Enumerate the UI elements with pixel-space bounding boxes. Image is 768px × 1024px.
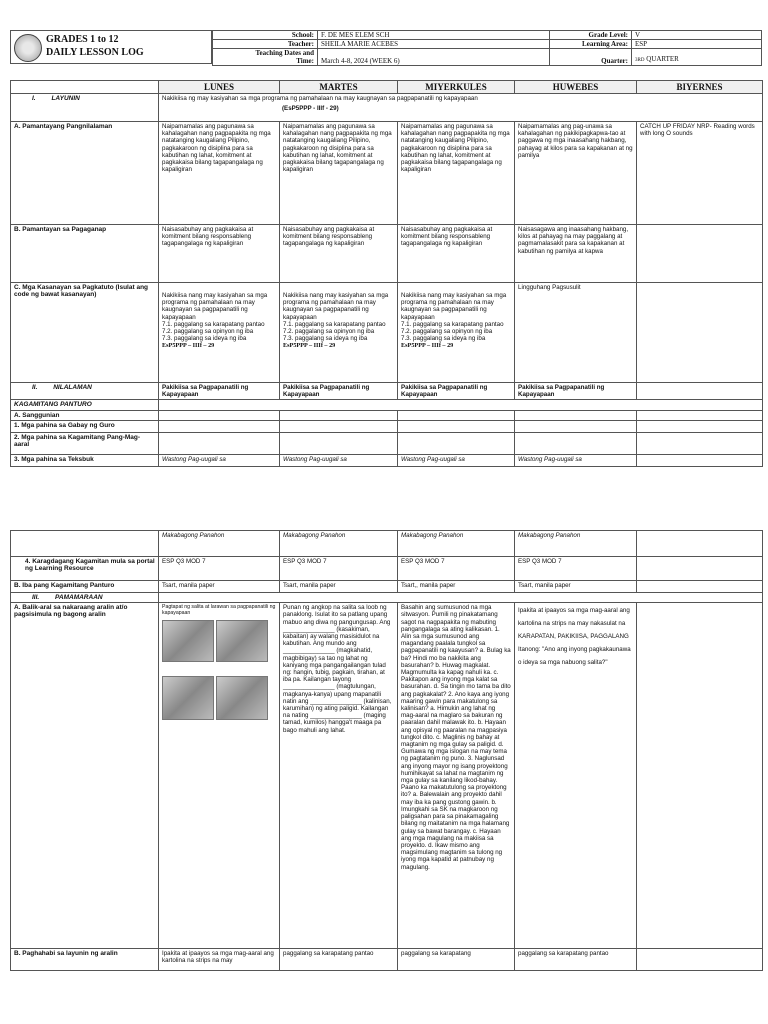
empty-cell (280, 420, 398, 432)
c-cell-martes (280, 283, 398, 383)
b-cell-huwebes: Naisasagawa ang inaasahang hakbang, kilos at pahayag na may paggalang at pagmamalasakit para sa kapakanan at kabutihan ng pamilya at kapwa (515, 225, 637, 283)
pamantayan-pagganap-label: B. Pamantayan sa Pagaganap (11, 225, 159, 283)
pag-lunes: Ipakita at ipaayos sa mga mag-aaral ang kartolina na strips na may (159, 949, 280, 971)
quarter-value (632, 49, 762, 66)
day-header-lunes: LUNES (159, 81, 280, 94)
c-code: EsP5PPP – IIIf – 29 (162, 342, 215, 350)
teksbuk-martes: Wastong Pag-uugali sa (280, 454, 398, 466)
day-header-martes: MARTES (280, 81, 398, 94)
c-code: EsP5PPP – IIIf – 29 (283, 342, 336, 350)
empty-cell (280, 410, 398, 420)
pamamaraan-label (11, 593, 159, 603)
b-cell-lunes: Naisasabuhay ang pagkakaisa at komitment bilang responsableng tagapangalaga ng kapaligiran (159, 225, 280, 283)
c-text-main: Nakikiisa nang may kasiyahan sa mga programa ng pamahalaan na may kaugnayan sa pagpapanatili ng kapayapaan (401, 292, 507, 321)
c-text-73: 7.3. paggalang sa ideya ng iba (162, 335, 247, 343)
balik-martes: Punan ng angkop na salita sa loob ng panaklong. Isulat ito sa patlang upang mabuo ang diwa ng pangungusap. Ang _______________ (kasakiman, kabaitan) ay walang masisidulot na kabutihan. Ang mundo ang _______________ (magkahatid, magbibigay) sa tao ng lahat ng kaniyang mga pangangailangan tulad ng: hangin, tubig, pagkain, tirahan, at iba pa. Kailangan tayong _______________ (magtulungan, magkanya-kanya) upang mapanatili natin ang _______________ (kalinisan, karumihan) ng ating paligid. Kailangan na nating _______________ (maging tamad, kumilos) hangga't maaga pa bago mahuli ang lahat. (280, 603, 398, 949)
a-cell-huwebes: Naipamamalas ang pag-unawa sa kahalagahan ng pakikipagkapwa-tao at paggawa ng mga inaasahang hakbang, pahayag at kilos para sa kapakanan at ng pamilya (515, 122, 637, 225)
c-text-72: 7.2. paggalang sa opinyon ng iba (401, 328, 493, 336)
b-cell-martes: Naisasabuhay ang pagkakaisa at komitment bilang responsableng tagapangalaga ng kapaligiran (280, 225, 398, 283)
header-title-dll: DAILY LESSON LOG (46, 47, 144, 58)
empty-cell (398, 420, 515, 432)
pag-miyerkules: paggalang sa karapatang (398, 949, 515, 971)
balik-lunes (159, 603, 280, 949)
empty-cell (159, 432, 280, 454)
sanggunian-label: A. Sanggunian (11, 410, 159, 420)
quarter-ordinal: 3RD (635, 58, 645, 63)
a-cell-lunes: Naipamamalas ang pagunawa sa kahalagahan nang pagpapakita ng mga natatanging kaugaliang Pilipino, pagkakaroon ng disiplina para sa kabutihan ng lahat, komitment at pagkakaisa bilang tagapangalaga ng kapaligiran (159, 122, 280, 225)
nilalaman-number: II. (32, 384, 38, 391)
balik-aral-label: A. Balik-aral sa nakaraang aralin at/o pagsisimula ng bagong aralin (11, 603, 159, 949)
c-text-72: 7.2. paggalang sa opinyon ng iba (283, 328, 375, 336)
deped-seal-logo (14, 34, 42, 62)
learning-area-value: ESP (632, 40, 762, 49)
kagamitang-pang-mag-aaral-label: 2. Mga pahina sa Kagamitang Pang-Mag-aaral (11, 432, 159, 454)
empty-cell (398, 410, 515, 420)
cont-biyernes (637, 531, 763, 557)
school-label: School: (213, 31, 318, 40)
layunin-content (159, 94, 763, 122)
balik-miyerkules: Basahin ang sumusunod na mga sitwasyon. Pumili ng pinakatamang sagot na nagpapakita ng mabuting pangangalaga sa ating kalikasan. 1. Alin sa mga sumusunod ang magandang paalala tungkol sa pagpapanatili ng kaayusan? a. Bulag ka ba? Hindi mo ba nakikita ang basurahan? b. Huwag magkalat. Magmumulta ka kapag nahuli ka. c. Pakitapon ang inyong mga kalat sa basurahan. d. Sa tingin mo tama ba dito ang pagkakalat? 2. Ano kaya ang iyong maaring gawin para makatulong sa kalinisan? a. Himukin ang lahat ng mag-aaral na maglaro sa bakuran ng paaralan dahil malawak ito. b. Hayaan ang opisyal ng paaralan na magpasiya tungkol dito. c. Maglinis ng bahay at magtanim ng mga gulay sa paligid. d. Gumawa ng mga islogan na may tema ng pagtatanim ng puno. 3. Naglunsad ang inyong mayor ng isang proyektong humihikayat sa lahat na magtanim ng mga gulay sa kanilang likod-bahay. Paano ka makatutulong sa proyektong ito? a. Balewalain ang proyekto dahil may iba ka pang gustong gawin. b. Imungkahi sa SK na magkaroon ng paligsahan para sa pinakamagaling bilang ng maitatanim na mga halamang gulay sa bawat barangay. c. Hayaan ang mga magulang na makiisa sa proyekto. d. Ikaw mismo ang magsimulang magtanim sa tulong ng iyong mga kapatid at patnubay ng magulang. (398, 603, 515, 949)
layunin-label (11, 94, 159, 122)
worksheet-picture-3 (162, 676, 214, 720)
teksbuk-miyerkules: Wastong Pag-uugali sa (398, 454, 515, 466)
iba-martes: Tsart, manila paper (280, 581, 398, 593)
lesson-table-1 (10, 80, 763, 467)
pag-huwebes: paggalang sa karapatang pantao (515, 949, 637, 971)
nilalaman-label (11, 383, 159, 400)
pag-martes: paggalang sa karapatang pantao (280, 949, 398, 971)
day-header-huwebes: HUWEBES (515, 81, 637, 94)
a-cell-biyernes: CATCH UP FRIDAY NRP- Reading words with long O sounds (637, 122, 763, 225)
worksheet-images-row2 (162, 676, 276, 722)
empty-cell (637, 432, 763, 454)
kasanayan-label: C. Mga Kasanayan sa Pagkatuto (Isulat ang code ng bawat kasanayan) (11, 283, 159, 383)
balik-huwebes: Ipakita at ipaayos sa mga mag-aaral ang kartolina na strips na may nakasulat na KARAPATAN, PAKIKIISA, PAGGALANG Itanong: "Ano ang inyong pagkakaunawa o ideya sa mga nabuong salita?" (515, 603, 637, 949)
pamamaraan-title: PAMAMARAAN (55, 594, 103, 601)
teaching-dates-label-line2: Time: (296, 57, 314, 65)
school-value: F. DE MES ELEM SCH (318, 31, 550, 40)
iba-pang-kagamitan-label: B. Iba pang Kagamitang Panturo (11, 581, 159, 593)
layunin-title: LAYUNIN (51, 95, 80, 102)
teaching-dates-label-line1: Teaching Dates and (255, 49, 314, 57)
gabay-guro-label: 1. Mga pahina sa Gabay ng Guro (11, 420, 159, 432)
kagamitang-panturo-row (159, 400, 763, 410)
corner-cell (11, 81, 159, 94)
pamantayang-pangnilalaman-label: A. Pamantayang Pangnilalaman (11, 122, 159, 225)
empty-cell (515, 420, 637, 432)
cont-lunes: Makabagong Panahon (159, 531, 280, 557)
continuation-label (11, 531, 159, 557)
nilalaman-miyerkules: Pakikiisa sa Pagpapanatili ng Kapayapaan (398, 383, 515, 400)
paghahabi-label: B. Paghahabi sa layunin ng aralin (11, 949, 159, 971)
c-cell-miyerkules (398, 283, 515, 383)
kar-huwebes: ESP Q3 MOD 7 (515, 557, 637, 581)
iba-biyernes (637, 581, 763, 593)
empty-cell (515, 432, 637, 454)
nilalaman-lunes: Pakikiisa sa Pagpapanatili ng Kapayapaan (159, 383, 280, 400)
empty-cell (515, 410, 637, 420)
pamamaraan-row (159, 593, 763, 603)
layunin-code: (EsP5PPP - IIIf - 29) (282, 105, 339, 113)
kar-biyernes (637, 557, 763, 581)
c-text-main: Nakikiisa nang may kasiyahan sa mga programa ng pamahalaan na may kaugnayan sa pagpapanatili ng kapayapaan (162, 292, 268, 321)
learning-area-label: Learning Area: (550, 40, 632, 49)
c-cell-lunes (159, 283, 280, 383)
worksheet-images (162, 620, 276, 664)
empty-cell (159, 420, 280, 432)
worksheet-caption: Pagtapat ng salita at larawan sa pagpapanatili ng kapayapaan (162, 604, 276, 617)
cont-martes: Makabagong Panahon (280, 531, 398, 557)
c-code: EsP5PPP – IIIf – 29 (401, 342, 454, 350)
c-cell-huwebes: Lingguhang Pagsusulit (515, 283, 637, 383)
empty-cell (280, 432, 398, 454)
c-text-main: Nakikiisa nang may kasiyahan sa mga programa ng pamahalaan na may kaugnayan sa pagpapanatili ng kapayapaan (283, 292, 389, 321)
teacher-value: SHEILA MARIE ACEBES (318, 40, 550, 49)
header-title-grades: GRADES 1 to 12 (46, 34, 119, 45)
pag-biyernes (637, 949, 763, 971)
worksheet-picture-2 (216, 620, 268, 662)
c-text-73: 7.3. paggalang sa ideya ng iba (401, 335, 486, 343)
cont-huwebes: Makabagong Panahon (515, 531, 637, 557)
kar-martes: ESP Q3 MOD 7 (280, 557, 398, 581)
kagamitang-panturo-label: KAGAMITANG PANTURO (11, 400, 159, 410)
pamamaraan-number: III. (32, 594, 40, 601)
nilalaman-biyernes (637, 383, 763, 400)
nilalaman-huwebes: Pakikiisa sa Pagpapanatili ng Kapayapaan (515, 383, 637, 400)
teaching-dates-value: March 4-8, 2024 (WEEK 6) (318, 49, 550, 66)
empty-cell (637, 410, 763, 420)
c-text-71: 7.1. paggalang sa karapatang pantao (283, 320, 386, 328)
teksbuk-lunes: Wastong Pag-uugali sa (159, 454, 280, 466)
worksheet-picture-4 (216, 676, 268, 720)
lesson-table-2 (10, 530, 763, 971)
iba-huwebes: Tsart, manila paper (515, 581, 637, 593)
c-text-71: 7.1. paggalang sa karapatang pantao (401, 320, 504, 328)
b-cell-miyerkules: Naisasabuhay ang pagkakaisa at komitment bilang responsableng tagapangalaga ng kapaligiran (398, 225, 515, 283)
teksbuk-label: 3. Mga pahina sa Teksbuk (11, 454, 159, 466)
c-text-71: 7.1. paggalang sa karapatang pantao (162, 320, 265, 328)
teacher-label: Teacher: (213, 40, 318, 49)
teaching-dates-label (213, 49, 318, 66)
worksheet-picture-1 (162, 620, 214, 662)
iba-lunes: Tsart, manila paper (159, 581, 280, 593)
c-text-72: 7.2. paggalang sa opinyon ng iba (162, 328, 254, 336)
nilalaman-martes: Pakikiisa sa Pagpapanatili ng Kapayapaan (280, 383, 398, 400)
day-header-miyerkules: MIYERKULES (398, 81, 515, 94)
b-cell-biyernes (637, 225, 763, 283)
quarter-label: Quarter: (550, 49, 632, 66)
c-text-73: 7.3. paggalang sa ideya ng iba (283, 335, 368, 343)
quarter-word: QUARTER (646, 55, 679, 63)
empty-cell (159, 410, 280, 420)
kar-lunes: ESP Q3 MOD 7 (159, 557, 280, 581)
nilalaman-title: NILALAMAN (53, 384, 92, 391)
day-header-biyernes: BIYERNES (637, 81, 763, 94)
grade-level-value: V (632, 31, 762, 40)
kar-miyerkules: ESP Q3 MOD 7 (398, 557, 515, 581)
layunin-text: Nakikiisa ng may kasiyahan sa mga programa ng pamahalaan na may kaugnayan sa pagpapanatili ng kapayapaan (162, 95, 478, 102)
iba-miyerkules: Tsart,, manila paper (398, 581, 515, 593)
a-cell-miyerkules: Naipamamalas ang pagunawa sa kahalagahan nang pagpapakita ng mga natatanging kaugaliang Pilipino, pagkakaroon ng disiplina para sa kabutihan ng lahat, komitment at pagkakaisa bilang tagapangalaga ng kapaligiran (398, 122, 515, 225)
teksbuk-biyernes (637, 454, 763, 466)
c-cell-biyernes (637, 283, 763, 383)
empty-cell (398, 432, 515, 454)
layunin-number: I. (32, 95, 36, 102)
cont-miyerkules: Makabagong Panahon (398, 531, 515, 557)
info-table (212, 30, 762, 66)
karagdagang-kagamitan-label: 4. Karagdagang Kagamitan mula sa portal ng Learning Resource (11, 557, 159, 581)
teksbuk-huwebes: Wastong Pag-uugali sa (515, 454, 637, 466)
empty-cell (637, 420, 763, 432)
grade-level-label: Grade Level: (550, 31, 632, 40)
balik-biyernes (637, 603, 763, 949)
a-cell-martes: Naipamamalas ang pagunawa sa kahalagahan nang pagpapakita ng mga natatanging kaugaliang Pilipino, pagkakaroon ng disiplina para sa kabutihan ng lahat, komitment at pagkakaisa bilang tagapangalaga ng kapaligiran (280, 122, 398, 225)
